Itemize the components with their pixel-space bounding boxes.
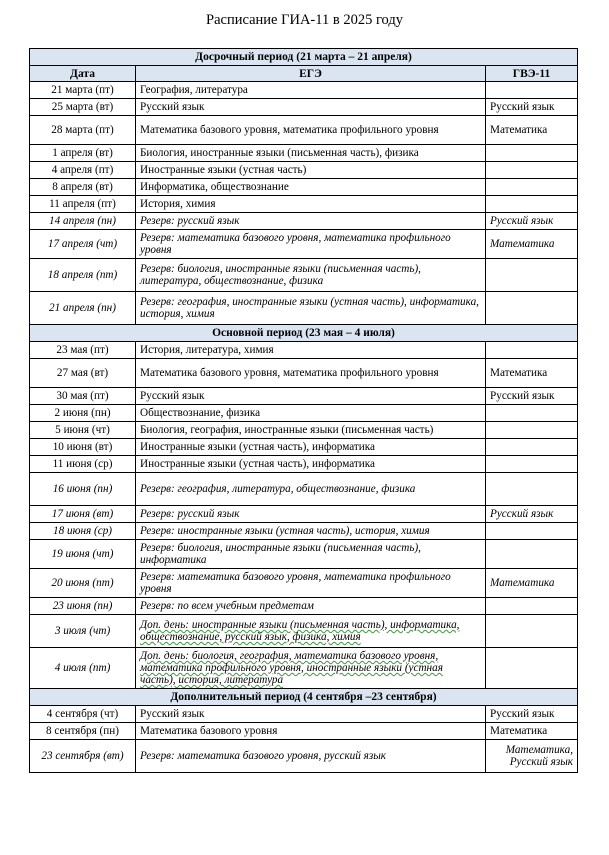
cell-ege: Русский язык (136, 388, 486, 405)
table-row (30, 213, 578, 230)
period-title: Дополнительный период (4 сентября –23 сентября) (30, 689, 578, 706)
cell-gve (486, 179, 578, 196)
table-row (30, 422, 578, 439)
table-row (30, 99, 578, 116)
column-header-row (30, 66, 578, 82)
cell-gve (486, 523, 578, 540)
table-row (30, 388, 578, 405)
table-row (30, 723, 578, 740)
cell-date: 8 сентября (пн) (30, 723, 136, 740)
cell-date: 18 апреля (пт) (30, 259, 136, 292)
cell-date: 17 апреля (чт) (30, 230, 136, 259)
cell-date: 21 апреля (пн) (30, 292, 136, 325)
schedule-table (29, 48, 578, 773)
table-row (30, 359, 578, 388)
cell-gve (486, 648, 578, 689)
cell-ege: Резерв: биология, иностранные языки (письменная часть), информатика (136, 540, 486, 569)
cell-date: 20 июня (пт) (30, 569, 136, 598)
period-header-row (30, 325, 578, 342)
table-row (30, 540, 578, 569)
cell-date: 8 апреля (вт) (30, 179, 136, 196)
cell-gve: Математика, Русский язык (486, 740, 578, 773)
cell-gve (486, 259, 578, 292)
table-row (30, 196, 578, 213)
table-row (30, 615, 578, 648)
cell-gve: Математика (486, 569, 578, 598)
cell-date: 23 мая (пт) (30, 342, 136, 359)
cell-ege: Биология, иностранные языки (письменная часть), физика (136, 145, 486, 162)
table-row (30, 439, 578, 456)
cell-gve (486, 196, 578, 213)
cell-gve: Математика (486, 359, 578, 388)
table-row (30, 569, 578, 598)
cell-ege: Иностранные языки (устная часть), информатика (136, 456, 486, 473)
table-row (30, 342, 578, 359)
cell-ege: Резерв: география, иностранные языки (устная часть), информатика, история, химия (136, 292, 486, 325)
table-row (30, 259, 578, 292)
cell-date: 23 июня (пн) (30, 598, 136, 615)
cell-date: 21 марта (пт) (30, 82, 136, 99)
cell-gve (486, 82, 578, 99)
table-row (30, 523, 578, 540)
table-row (30, 740, 578, 773)
cell-ege: Резерв: иностранные языки (устная часть), история, химия (136, 523, 486, 540)
cell-gve (486, 615, 578, 648)
cell-ege: Русский язык (136, 706, 486, 723)
cell-gve: Математика (486, 723, 578, 740)
cell-gve: Русский язык (486, 213, 578, 230)
column-header-gve: ГВЭ-11 (486, 66, 578, 82)
cell-ege: Резерв: русский язык (136, 506, 486, 523)
cell-gve: Русский язык (486, 706, 578, 723)
cell-date: 23 сентября (вт) (30, 740, 136, 773)
table-row (30, 405, 578, 422)
table-row (30, 456, 578, 473)
page-title: Расписание ГИА-11 в 2025 году (206, 12, 403, 28)
cell-ege: Математика базового уровня, математика профильного уровня (136, 359, 486, 388)
table-row (30, 82, 578, 99)
cell-ege: Резерв: биология, иностранные языки (письменная часть), литература, обществознание, физика (136, 259, 486, 292)
cell-gve (486, 145, 578, 162)
cell-ege: Резерв: математика базового уровня, русский язык (136, 740, 486, 773)
cell-gve (486, 540, 578, 569)
table-row (30, 145, 578, 162)
cell-ege-text: Доп. день: иностранные языки (письменная часть), информатика, обществознание, русский язык, физика, химия (140, 619, 460, 643)
cell-date: 30 мая (пт) (30, 388, 136, 405)
cell-gve: Математика (486, 116, 578, 145)
cell-ege: Резерв: русский язык (136, 213, 486, 230)
cell-ege: Информатика, обществознание (136, 179, 486, 196)
cell-date: 5 июня (чт) (30, 422, 136, 439)
cell-date: 27 мая (вт) (30, 359, 136, 388)
cell-date: 1 апреля (вт) (30, 145, 136, 162)
cell-gve (486, 162, 578, 179)
cell-gve (486, 473, 578, 506)
table-row (30, 179, 578, 196)
cell-gve (486, 439, 578, 456)
period-header-row (30, 49, 578, 66)
cell-gve (486, 342, 578, 359)
cell-ege (136, 615, 486, 648)
cell-ege: Иностранные языки (устная часть) (136, 162, 486, 179)
cell-ege: Математика базового уровня (136, 723, 486, 740)
cell-date: 4 апреля (пт) (30, 162, 136, 179)
cell-gve: Русский язык (486, 388, 578, 405)
cell-gve (486, 422, 578, 439)
cell-gve: Русский язык (486, 506, 578, 523)
cell-gve: Русский язык (486, 99, 578, 116)
period-header-row (30, 689, 578, 706)
cell-ege: Резерв: математика базового уровня, математика профильного уровня (136, 230, 486, 259)
cell-date: 19 июня (чт) (30, 540, 136, 569)
cell-date: 3 июля (чт) (30, 615, 136, 648)
cell-gve (486, 456, 578, 473)
cell-date: 28 марта (пт) (30, 116, 136, 145)
cell-date: 18 июня (ср) (30, 523, 136, 540)
period-title: Досрочный период (21 марта – 21 апреля) (30, 49, 578, 66)
column-header-ege: ЕГЭ (136, 66, 486, 82)
cell-ege: Математика базового уровня, математика профильного уровня (136, 116, 486, 145)
table-row (30, 706, 578, 723)
cell-gve (486, 405, 578, 422)
cell-ege: Русский язык (136, 99, 486, 116)
table-row (30, 648, 578, 689)
cell-date: 11 апреля (пт) (30, 196, 136, 213)
cell-ege (136, 648, 486, 689)
cell-gve (486, 598, 578, 615)
cell-date: 25 марта (вт) (30, 99, 136, 116)
cell-date: 14 апреля (пн) (30, 213, 136, 230)
cell-date: 11 июня (ср) (30, 456, 136, 473)
cell-ege: История, литература, химия (136, 342, 486, 359)
column-header-date: Дата (30, 66, 136, 82)
cell-date: 4 июля (пт) (30, 648, 136, 689)
cell-date: 4 сентября (чт) (30, 706, 136, 723)
cell-ege: Резерв: математика базового уровня, математика профильного уровня (136, 569, 486, 598)
cell-ege-text: Доп. день: биология, география, математика базового уровня, математика профильного уровня, иностранные языки (устная часть), история, литература (140, 650, 443, 686)
cell-gve (486, 292, 578, 325)
period-title: Основной период (23 мая – 4 июля) (30, 325, 578, 342)
cell-ege: Обществознание, физика (136, 405, 486, 422)
cell-ege: География, литература (136, 82, 486, 99)
cell-date: 17 июня (вт) (30, 506, 136, 523)
table-row (30, 116, 578, 145)
cell-gve: Математика (486, 230, 578, 259)
table-row (30, 473, 578, 506)
cell-ege: Резерв: по всем учебным предметам (136, 598, 486, 615)
table-row (30, 292, 578, 325)
cell-ege: Биология, география, иностранные языки (письменная часть) (136, 422, 486, 439)
table-row (30, 598, 578, 615)
cell-date: 10 июня (вт) (30, 439, 136, 456)
cell-date: 16 июня (пн) (30, 473, 136, 506)
table-row (30, 162, 578, 179)
cell-date: 2 июня (пн) (30, 405, 136, 422)
cell-ege: Иностранные языки (устная часть), информатика (136, 439, 486, 456)
table-row (30, 506, 578, 523)
cell-ege: История, химия (136, 196, 486, 213)
cell-ege: Резерв: география, литература, обществознание, физика (136, 473, 486, 506)
table-row (30, 230, 578, 259)
